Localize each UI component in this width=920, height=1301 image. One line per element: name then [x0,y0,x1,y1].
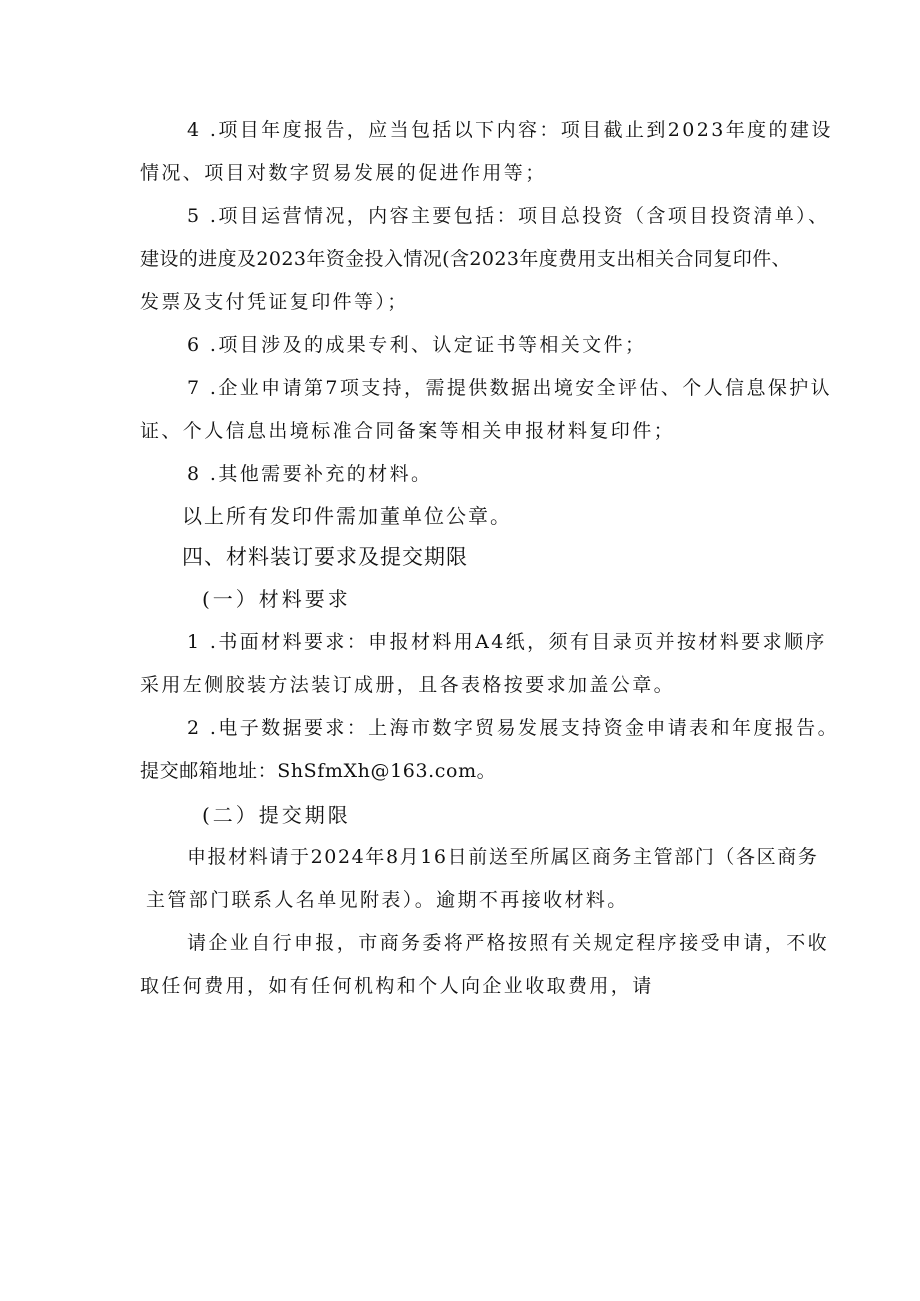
notice-line2: 取任何费用，如有任何机构和个人向企业收取费用，请 [140,975,654,997]
item8-line1: 8 .其他需要补充的材料。 [187,463,433,485]
req1-line1: 1 .书面材料要求：申报材料用A4纸，须有目录页并按材料要求顺序 [187,631,827,653]
item5-line2: 建设的进度及2023年资金投入情况(含2023年度费用支出相关合同复印件、 [140,248,791,270]
item4-line2: 情况、项目对数字贸易发展的促进作用等； [140,162,547,184]
item7-line1: 7 .企业申请第7项支持，需提供数据出境安全评估、个人信息保护认 [187,377,833,399]
section4-heading: 四、材料装订要求及提交期限 [182,545,468,569]
sub1-heading: (一）材料要求 [202,587,351,611]
req2-line2: 提交邮箱地址：ShSfmXh@163.com。 [140,760,497,782]
req1-line2: 采用左侧胶装方法装订成册，且各表格按要求加盖公章。 [140,674,676,696]
item6-line1: 6 .项目涉及的成果专利、认定证书等相关文件； [187,334,647,356]
seal-note: 以上所有发印件需加董单位公章。 [182,504,512,528]
item5-line1: 5 .项目运营情况，内容主要包括：项目总投资（含项目投资清单）、 [187,205,830,227]
req2-line1: 2 .电子数据要求：上海市数字贸易发展支持资金申请表和年度报告。 [187,717,839,739]
sub2-heading: (二）提交期限 [202,803,351,827]
notice-line1: 请企业自行申报，市商务委将严格按照有关规定程序接受申请，不收 [187,932,830,954]
item7-line2: 证、个人信息出境标准合同备案等相关申报材料复印件； [140,420,676,442]
deadline-line2: 主管部门联系人名单见附表）。逾期不再接收材料。 [146,889,629,911]
item5-line3: 发票及支付凭证复印件等）； [140,291,409,313]
item4-line1: 4 .项目年度报告，应当包括以下内容：项目截止到2023年度的建设 [187,119,833,141]
deadline-line1: 申报材料请于2024年8月16日前送至所属区商务主管部门（各区商务 [187,846,819,868]
